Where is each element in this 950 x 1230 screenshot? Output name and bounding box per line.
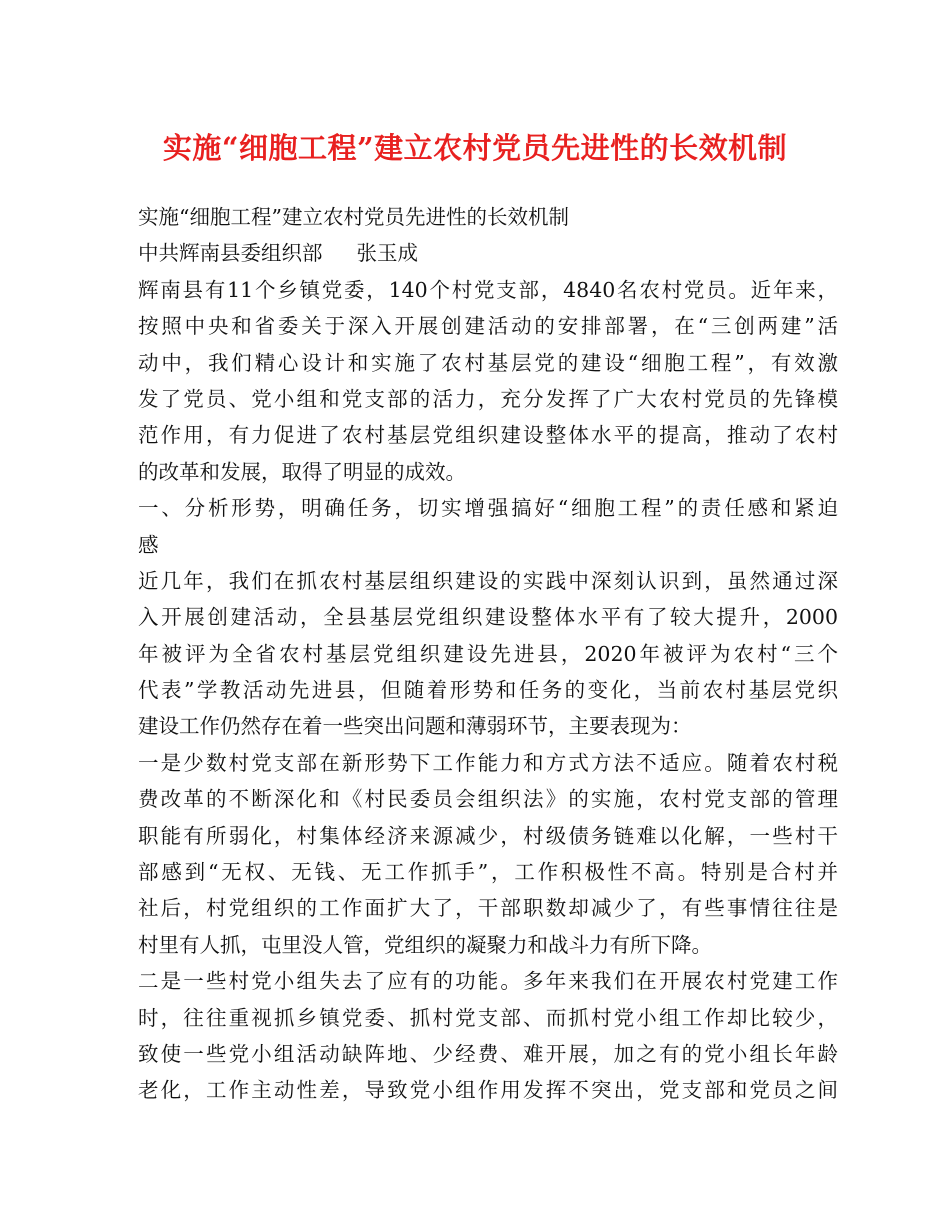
paragraph-line: 二是一些村党小组失去了应有的功能。多年来我们在开展农村党建工作 (138, 969, 838, 994)
paragraph-line: 一是少数村党支部在新形势下工作能力和方式方法不适应。随着农村税 (138, 750, 838, 775)
author-name: 张玉成 (356, 241, 418, 266)
section-heading: 感 (138, 532, 159, 557)
paragraph-line: 动中，我们精心设计和实施了农村基层党的建设“细胞工程”，有效激 (138, 350, 838, 375)
paragraph-line: 老化，工作主动性差，导致党小组作用发挥不突出，党支部和党员之间 (138, 1078, 838, 1103)
paragraph-line: 代表”学教活动先进县，但随着形势和任务的变化，当前农村基层党织 (138, 678, 838, 703)
paragraph-line: 近几年，我们在抓农村基层组织建设的实践中深刻认识到，虽然通过深 (138, 568, 838, 593)
paragraph-line: 职能有所弱化，村集体经济来源减少，村级债务链难以化解，一些村干 (138, 823, 838, 848)
document-subtitle: 实施“细胞工程”建立农村党员先进性的长效机制 (138, 205, 569, 229)
paragraph-line: 建设工作仍然存在着一些突出问题和薄弱环节，主要表现为： (138, 714, 692, 739)
paragraph-line: 村里有人抓，屯里没人管，党组织的凝聚力和战斗力有所下降。 (138, 932, 712, 957)
author-organization: 中共辉南县委组织部 (138, 241, 323, 266)
author-line (138, 235, 838, 271)
section-heading: 一、分析形势，明确任务，切实增强搞好“细胞工程”的责任感和紧迫 (138, 496, 838, 521)
paragraph-line: 时，往往重视抓乡镇党委、抓村党支部、而抓村党小组工作却比较少， (138, 1005, 838, 1030)
document-title: 实施“细胞工程”建立农村党员先进性的长效机制 (162, 131, 788, 165)
paragraph-line: 部感到“无权、无钱、无工作抓手”，工作积极性不高。特别是合村并 (138, 860, 838, 885)
paragraph-line: 范作用，有力促进了农村基层党组织建设整体水平的提高，推动了农村 (138, 423, 838, 448)
paragraph-line: 辉南县有11个乡镇党委，140个村党支部，4840名农村党员。近年来， (138, 277, 838, 302)
paragraph-line: 社后，村党组织的工作面扩大了，干部职数却减少了，有些事情往往是 (138, 896, 838, 921)
paragraph-line: 发了党员、党小组和党支部的活力，充分发挥了广大农村党员的先锋模 (138, 386, 838, 411)
paragraph-line: 的改革和发展，取得了明显的成效。 (138, 459, 466, 484)
paragraph-line: 按照中央和省委关于深入开展创建活动的安排部署，在“三创两建”活 (138, 314, 838, 339)
document-body (138, 199, 838, 1109)
paragraph-line: 入开展创建活动，全县基层党组织建设整体水平有了较大提升，2000 (138, 605, 838, 630)
paragraph-line: 年被评为全省农村基层党组织建设先进县，2020年被评为农村“三个 (138, 641, 838, 666)
paragraph-line: 费改革的不断深化和《村民委员会组织法》的实施，农村党支部的管理 (138, 787, 838, 812)
paragraph-line: 致使一些党小组活动缺阵地、少经费、难开展，加之有的党小组长年龄 (138, 1041, 838, 1066)
